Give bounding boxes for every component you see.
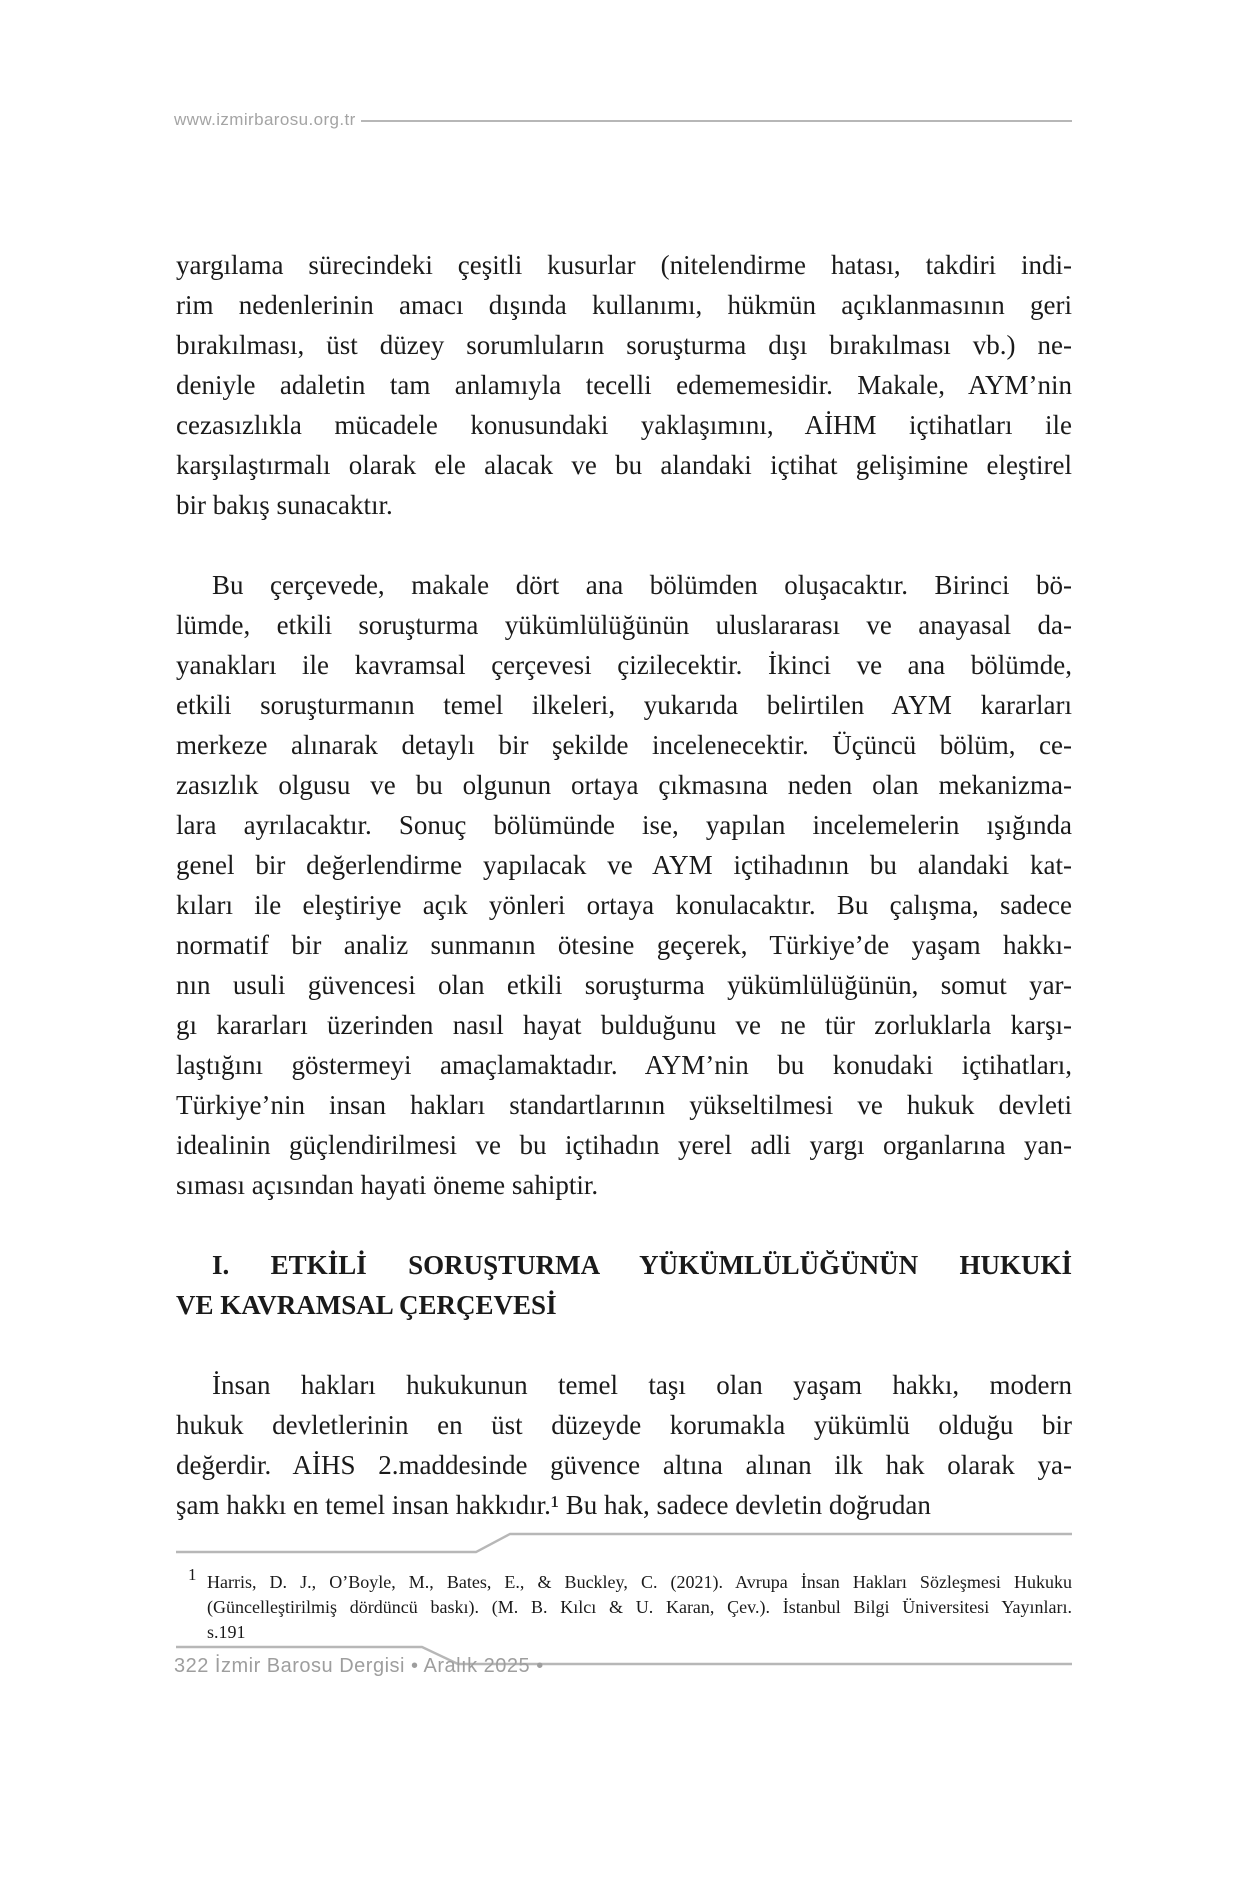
text-line: İnsan hakları hukukunun temel taşı olan yaşam hakkı, modern: [212, 1370, 1072, 1400]
footnote-marker: 1: [188, 1565, 197, 1584]
text-line: nın usuli güvencesi olan etkili soruşturma yükümlülüğünün, somut yar-: [176, 970, 1072, 1000]
text-line: yanakları ile kavramsal çerçevesi çizilecektir. İkinci ve ana bölümde,: [176, 650, 1072, 680]
text-line: zasızlık olgusu ve bu olgunun ortaya çıkmasına neden olan mekanizma-: [176, 770, 1072, 800]
text-line: genel bir değerlendirme yapılacak ve AYM içtihadının bu alandaki kat-: [176, 850, 1072, 880]
paragraph: [176, 1365, 1072, 1525]
page-header: [174, 110, 1072, 130]
text-line: idealinin güçlendirilmesi ve bu içtihadın yerel adli yargı organlarına yan-: [176, 1130, 1072, 1160]
paragraph: [176, 565, 1072, 1205]
text-line: cezasızlıkla mücadele konusundaki yaklaşımını, AİHM içtihatları ile: [176, 410, 1072, 440]
paragraph: [176, 245, 1072, 525]
header-rule: [361, 120, 1072, 122]
text-line: sıması açısından hayati öneme sahiptir.: [176, 1170, 599, 1200]
text-line: karşılaştırmalı olarak ele alacak ve bu alandaki içtihat gelişimine eleştirel: [176, 450, 1072, 480]
text-line: bırakılması, üst düzey sorumluların soruşturma dışı bırakılması vb.) ne-: [176, 330, 1072, 360]
text-line: merkeze alınarak detaylı bir şekilde incelenecektir. Üçüncü bölüm, ce-: [176, 730, 1072, 760]
text-line: hukuk devletlerinin en üst düzeyde korumakla yükümlü olduğu bir: [176, 1410, 1072, 1440]
footnote-line: s.191: [207, 1622, 246, 1642]
text-line: lara ayrılacaktır. Sonuç bölümünde ise, yapılan incelemelerin ışığında: [176, 810, 1072, 840]
text-line: Türkiye’nin insan hakları standartlarının yükseltilmesi ve hukuk devleti: [176, 1090, 1072, 1120]
footnote-separator: [176, 1530, 1072, 1556]
section-heading: [176, 1245, 1072, 1325]
text-line: Bu çerçevede, makale dört ana bölümden oluşacaktır. Birinci bö-: [212, 570, 1072, 600]
text-line: yargılama sürecindeki çeşitli kusurlar (nitelendirme hatası, takdiri indi-: [176, 250, 1072, 280]
footnote: [188, 1565, 1072, 1645]
text-line: değerdir. AİHS 2.maddesinde güvence altına alınan ilk hak olarak ya-: [176, 1450, 1072, 1480]
text-line: lümde, etkili soruşturma yükümlülüğünün uluslararası ve anayasal da-: [176, 610, 1072, 640]
text-line: etkili soruşturmanın temel ilkeleri, yukarıda belirtilen AYM kararları: [176, 690, 1072, 720]
heading-line: VE KAVRAMSAL ÇERÇEVESİ: [176, 1290, 557, 1320]
text-line: rim nedenlerinin amacı dışında kullanımı, hükmün açıklanmasının geri: [176, 290, 1072, 320]
article-body: [176, 245, 1072, 1525]
text-line: şam hakkı en temel insan hakkıdır.¹ Bu hak, sadece devletin doğrudan: [176, 1490, 931, 1520]
text-line: laştığını göstermeyi amaçlamaktadır. AYM’nin bu konudaki içtihatları,: [176, 1050, 1072, 1080]
text-line: normatif bir analiz sunmanın ötesine geçerek, Türkiye’de yaşam hakkı-: [176, 930, 1072, 960]
text-line: deniyle adaletin tam anlamıyla tecelli edememesidir. Makale, AYM’nin: [176, 370, 1072, 400]
heading-line: I. ETKİLİ SORUŞTURMA YÜKÜMLÜLÜĞÜNÜN HUKUKİ: [212, 1250, 1072, 1280]
footnote-line: (Güncelleştirilmiş dördüncü baskı). (M. B. Kılcı & U. Karan, Çev.). İstanbul Bilgi Üniversitesi Yayınları.: [207, 1597, 1072, 1617]
text-line: kıları ile eleştiriye açık yönleri ortaya konulacaktır. Bu çalışma, sadece: [176, 890, 1072, 920]
footnote-line: Harris, D. J., O’Boyle, M., Bates, E., & Buckley, C. (2021). Avrupa İnsan Hakları Sözleşmesi Hukuku: [207, 1572, 1072, 1592]
footer-page-info: 322 İzmir Barosu Dergisi • Aralık 2025 •: [174, 1655, 544, 1677]
text-line: bir bakış sunacaktır.: [176, 490, 393, 520]
text-line: gı kararları üzerinden nasıl hayat bulduğunu ve ne tür zorluklarla karşı-: [176, 1010, 1072, 1040]
header-url: www.izmirbarosu.org.tr: [174, 110, 356, 129]
